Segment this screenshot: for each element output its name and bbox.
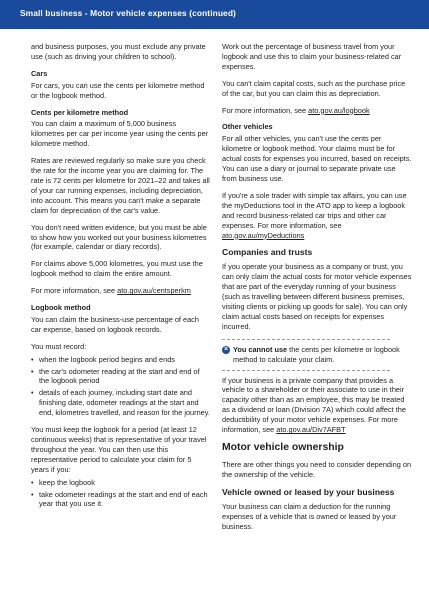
cents-per-km-paragraph-4: For claims above 5,000 kilometres, you must use the logbook method to claim the entire amount. [31, 259, 203, 279]
ownership-paragraph: There are other things you need to consider depending on the ownership of the vehicle. [222, 460, 412, 479]
cents-per-km-heading: Cents per kilometre method [31, 107, 129, 117]
cents-per-km-paragraph-2: Rates are reviewed regularly so make sure you check the rate for the income year you are claiming for. The rate is 72 cents per kilometre for 2021–22 and takes all of your car running expenses, including depreciation, into account. This means you can't make a separate claim for depreciation of the car's value. [31, 156, 210, 215]
business-travel-paragraph: Work out the percentage of business travel from your logbook and use this to claim your business-related car expenses. [222, 42, 402, 71]
capital-costs-paragraph: You can't claim capital costs, such as the purchase price of the car, but you can claim this as depreciation. [222, 78, 406, 98]
companies-paragraph-1: If you operate your business as a company or trust, you can only claim the actual costs for motor vehicle expenses that are part of the everyday running of your business (such as travelling between different business premises, visiting clients or picking up goods for sale). You can only claim actual costs based on receipts for expenses incurred. [222, 262, 412, 331]
page-header [0, 0, 429, 29]
other-vehicles-paragraph-2: If you're a sole trader with simple tax affairs, you can use the myDeductions tool in the ATO app to keep a logbook and record business-related car trips and other car expenses. For more information, see ato.gov.au/myDeductions [222, 190, 407, 240]
divider [222, 370, 390, 371]
owned-leased-paragraph: Your business can claim a deduction for the running expenses of a vehicle that is owned or leased by your business. [222, 501, 397, 531]
right-column [222, 42, 412, 539]
keep-list [31, 478, 211, 510]
list-item: • keep the logbook [31, 477, 95, 487]
keep-logbook-paragraph: You must keep the logbook for a period (at least 12 continuous weeks) that is representative of your travel throughout the year. You can then use this representative period to calculate your claim for 5 years if you: [31, 425, 207, 474]
cents-per-km-paragraph-1: You can claim a maximum of 5,000 business kilometres per car per income year using the cents per kilometre method. [31, 119, 209, 149]
cars-paragraph: For cars, you can use the cents per kilometre method or the logbook method. [31, 80, 205, 100]
intro-paragraph: and business purposes, you must exclude any private use (such as driving your children to school). [31, 42, 206, 61]
left-column [31, 42, 211, 516]
logbook-more-info: For more information, see ato.gov.au/logbook [222, 105, 370, 115]
logbook-heading: Logbook method [31, 303, 91, 313]
companies-paragraph-2: If your business is a private company that provides a vehicle to a shareholder or their associate to use in their capacity other than as an employee, this may be treated as a dividend or loan (Division 7A) which could affect the deductibility of your motor vehicle expenses. For more information, see ato.gov.au/Div7AFBT [222, 375, 406, 435]
must-record-label: You must record: [31, 341, 87, 351]
list-item: • details of each journey, including start date and finishing date, odometer readings at the start and end, kilometres travelled, and reason for the journey. [31, 388, 210, 418]
cents-per-km-paragraph-3: You don't need written evidence, but you must be able to show how you worked out your business kilometres (for example, calendar or diary records). [31, 222, 207, 252]
list-item: • when the logbook period begins and ends [31, 354, 175, 364]
mydeductions-link[interactable]: ato.gov.au/myDeductions [222, 230, 305, 240]
logbook-paragraph: You can claim the business-use percentage of each car expense, based on logbook records. [31, 314, 199, 334]
list-item: • the car's odometer reading at the start and end of the logbook period [31, 366, 200, 386]
more-info-prefix: For more information, see [31, 286, 118, 296]
header-title: Small business - Motor vehicle expenses (continued) [20, 8, 236, 18]
cars-heading: Cars [31, 68, 48, 78]
record-list [31, 355, 211, 418]
companies-trusts-heading: Companies and trusts [222, 247, 313, 258]
other-vehicles-heading: Other vehicles [222, 122, 273, 132]
cents-per-km-more-info [31, 286, 211, 296]
ownership-heading: Motor vehicle ownership [222, 442, 344, 453]
list-item: • take odometer readings at the start and end of each year that you use it. [31, 489, 208, 509]
owned-leased-heading: Vehicle owned or leased by your business [222, 486, 395, 497]
divider [222, 339, 390, 340]
centsperkm-link[interactable]: ato.gov.au/centsperkm [117, 286, 191, 296]
div7a-link[interactable]: ato.gov.au/Div7AFBT [276, 425, 346, 435]
other-vehicles-paragraph-1: For all other vehicles, you can't use the cents per kilometre or logbook method. Your claims must be for actual costs for expenses you incurred, based on receipts. You can use a diary or journal to separate private use from business use. [222, 134, 412, 183]
cross-icon: × [223, 345, 229, 353]
logbook-link[interactable]: ato.gov.au/logbook [308, 105, 370, 115]
callout: × You cannot use the cents per kilometre or logbook method to calculate your claim. [223, 344, 400, 364]
